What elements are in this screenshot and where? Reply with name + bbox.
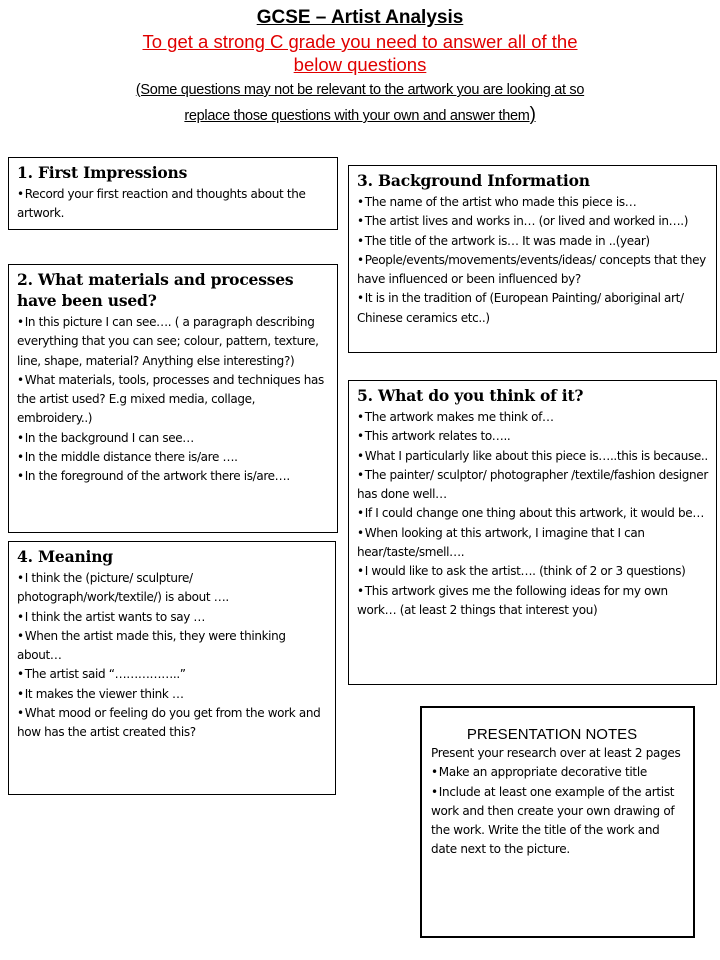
- background-information-box: [348, 165, 717, 353]
- bullet-icon: •: [357, 525, 364, 540]
- bullet-icon: •: [17, 686, 24, 701]
- presentation-notes-list: [431, 763, 683, 859]
- bullet-icon: •: [357, 564, 364, 579]
- list-item-text: The artist said “……………..”: [24, 667, 186, 682]
- materials-processes-list: [17, 313, 329, 487]
- list-item-text: In this picture I can see…. ( a paragraph describing everything that you can see; colour, pattern, texture, line, shape, material? Anything else interesting?): [17, 315, 319, 368]
- bullet-icon: •: [357, 252, 364, 267]
- list-item-text: Include at least one example of the artist work and then create your own drawing of the work. Write the title of the work and date next to the picture.: [431, 784, 675, 857]
- meaning-list: [17, 569, 327, 743]
- list-item-text: Make an appropriate decorative title: [438, 765, 647, 780]
- list-item: [357, 251, 708, 290]
- bullet-icon: •: [357, 429, 364, 444]
- list-item: [17, 704, 327, 743]
- background-information-heading: 3. Background Information: [357, 171, 590, 190]
- bullet-icon: •: [357, 291, 364, 306]
- list-item: [17, 665, 327, 684]
- list-item: [357, 212, 708, 231]
- list-item: [17, 448, 329, 467]
- list-item-text: In the background I can see…: [24, 430, 194, 445]
- list-item-text: I think the (picture/ sculpture/ photograph/work/textile/) is about ….: [17, 571, 229, 605]
- bullet-icon: •: [357, 506, 364, 521]
- list-item-text: The title of the artwork is… It was made in ..(year): [364, 233, 650, 248]
- bullet-icon: •: [357, 233, 364, 248]
- list-item-text: What I particularly like about this piece is…..this is because..: [364, 448, 708, 463]
- list-item-text: I think the artist wants to say …: [24, 609, 206, 624]
- list-item-text: If I could change one thing about this artwork, it would be…: [364, 506, 704, 521]
- list-item: [17, 467, 329, 486]
- list-item-text: What mood or feeling do you get from the work and how has the artist created this?: [17, 706, 321, 740]
- list-item: [357, 466, 708, 505]
- bullet-icon: •: [17, 187, 24, 201]
- list-item: [17, 685, 327, 704]
- opinion-heading: 5. What do you think of it?: [357, 386, 584, 405]
- page-title: GCSE – Artist Analysis: [256, 7, 464, 28]
- list-item: [17, 429, 329, 448]
- relevance-note-line-2: [0, 104, 720, 127]
- list-item: [17, 627, 327, 666]
- relevance-note-line-2-text: replace those questions with your own and answer them: [184, 108, 530, 124]
- bullet-icon: •: [17, 430, 24, 445]
- list-item-text: It is in the tradition of (European Painting/ aboriginal art/ Chinese ceramics etc..): [357, 291, 684, 325]
- list-item-text: The artwork makes me think of…: [364, 410, 554, 424]
- bullet-icon: •: [17, 667, 24, 682]
- bullet-icon: •: [431, 784, 438, 799]
- first-impressions-heading: 1. First Impressions: [17, 163, 188, 182]
- list-item: [17, 185, 329, 224]
- list-item: [357, 524, 708, 563]
- list-item-text: When looking at this artwork, I imagine that I can hear/taste/smell….: [357, 525, 645, 560]
- bullet-icon: •: [17, 706, 24, 721]
- background-information-list: [357, 193, 708, 328]
- list-item: [17, 608, 327, 627]
- list-item: [357, 562, 708, 581]
- list-item-text: People/events/movements/events/ideas/ concepts that they have influenced or been influenced by?: [357, 252, 706, 287]
- relevance-note-close-paren: ): [529, 104, 536, 125]
- list-item: [357, 232, 708, 251]
- bullet-icon: •: [17, 315, 24, 329]
- list-item: [357, 193, 708, 212]
- list-item: [357, 447, 708, 466]
- list-item-text: I would like to ask the artist…. (think of 2 or 3 questions): [364, 564, 686, 579]
- bullet-icon: •: [357, 214, 364, 229]
- materials-processes-box: [8, 264, 338, 533]
- list-item-text: In the middle distance there is/are ….: [24, 450, 238, 465]
- list-item: [357, 504, 708, 523]
- relevance-note-line-1: (Some questions may not be relevant to the artwork you are looking at so: [135, 82, 585, 98]
- presentation-notes-box: [420, 706, 695, 938]
- meaning-box: [8, 541, 336, 795]
- list-item: [357, 289, 708, 328]
- bullet-icon: •: [17, 469, 24, 484]
- opinion-list: [357, 408, 708, 620]
- list-item-text: What materials, tools, processes and techniques has the artist used? E.g mixed media, collage, embroidery..): [17, 372, 324, 426]
- list-item: [357, 408, 708, 427]
- bullet-icon: •: [357, 410, 364, 424]
- list-item-text: When the artist made this, they were thinking about…: [17, 628, 286, 663]
- grade-instruction-line-2: below questions: [293, 54, 427, 75]
- list-item-text: The artist lives and works in… (or lived and worked in….): [364, 214, 689, 229]
- list-item-text: In the foreground of the artwork there is/are….: [24, 469, 290, 484]
- list-item: [431, 763, 683, 782]
- list-item: [431, 783, 683, 860]
- list-item: [357, 427, 708, 446]
- bullet-icon: •: [17, 571, 24, 585]
- list-item-text: Record your first reaction and thoughts about the artwork.: [17, 187, 306, 221]
- bullet-icon: •: [17, 450, 24, 465]
- list-item-text: The painter/ sculptor/ photographer /textile/fashion designer has done well…: [357, 467, 708, 502]
- page-header: [0, 6, 720, 127]
- list-item: [17, 313, 329, 371]
- presentation-notes-intro: Present your research over at least 2 pages: [431, 746, 681, 760]
- bullet-icon: •: [357, 448, 364, 463]
- materials-processes-heading: 2. What materials and processes have been used?: [17, 270, 294, 310]
- bullet-icon: •: [357, 583, 364, 598]
- bullet-icon: •: [17, 628, 24, 643]
- list-item: [357, 582, 708, 621]
- first-impressions-box: [8, 157, 338, 230]
- presentation-notes-heading: PRESENTATION NOTES: [466, 726, 638, 743]
- bullet-icon: •: [431, 765, 438, 780]
- opinion-box: [348, 380, 717, 685]
- bullet-icon: •: [357, 195, 364, 209]
- bullet-icon: •: [17, 609, 24, 624]
- list-item: [17, 371, 329, 429]
- list-item-text: The name of the artist who made this piece is…: [364, 195, 637, 209]
- list-item: [17, 569, 327, 608]
- bullet-icon: •: [357, 467, 364, 482]
- list-item-text: This artwork gives me the following ideas for my own work… (at least 2 things that interest you): [357, 583, 668, 617]
- list-item-text: It makes the viewer think …: [24, 686, 184, 701]
- meaning-heading: 4. Meaning: [17, 547, 113, 566]
- grade-instruction-line-1: To get a strong C grade you need to answer all of the: [142, 31, 578, 52]
- list-item-text: This artwork relates to…..: [364, 429, 511, 444]
- bullet-icon: •: [17, 372, 24, 387]
- first-impressions-list: [17, 185, 329, 224]
